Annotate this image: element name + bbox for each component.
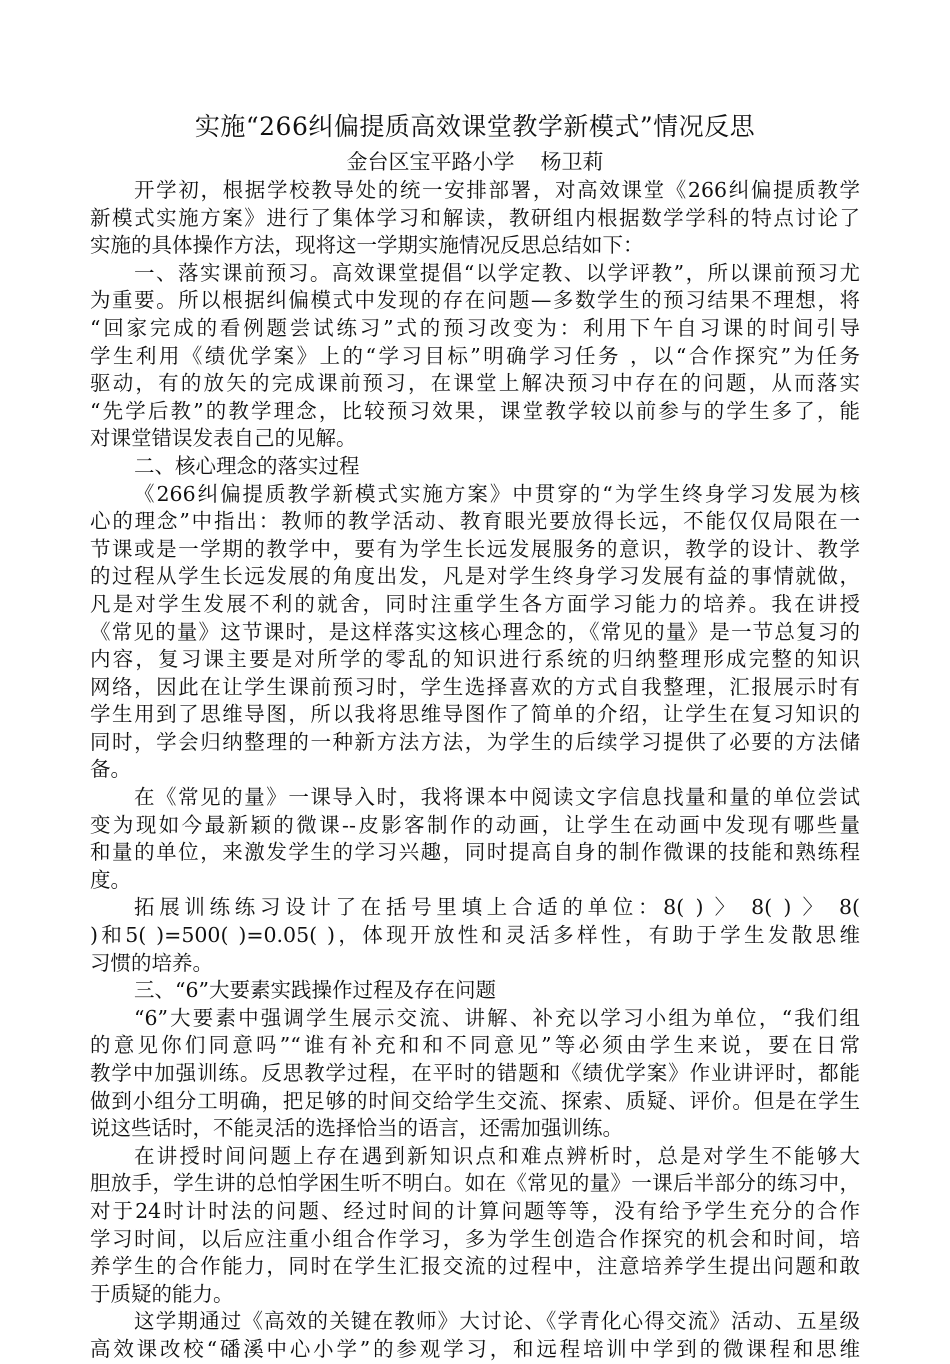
text-line: 对课堂错误发表自己的见解。: [90, 426, 357, 451]
author-name: 杨卫莉: [540, 150, 604, 174]
text-line: 的意见你们同意吗”“谁有补充和和不同意见”等必须由学生来说，要在日常: [90, 1033, 860, 1058]
text-line: 于质疑的能力。: [90, 1281, 234, 1306]
text-line: 对于24时计时法的问题、经过时间的计算问题等等，没有给予学生充分的合作: [90, 1198, 860, 1223]
text-line: 拓展训练练习设计了在括号里填上合适的单位：8( ) 〉 8( ) 〉 8(: [134, 895, 860, 920]
text-line: 和量的单位，来激发学生的学习兴趣，同时提高自身的制作微课的技能和熟练程: [90, 840, 860, 865]
byline: [0, 148, 950, 176]
text-line: 新模式实施方案》进行了集体学习和解读，教研组内根据数学学科的特点讨论了: [90, 205, 860, 230]
text-line: 实施的具体操作方法，现将这一学期实施情况反思总结如下：: [90, 233, 644, 258]
text-line: 二、核心理念的落实过程: [134, 453, 360, 478]
text-line: 习惯的培养。: [90, 950, 213, 975]
text-line: “6”大要素中强调学生展示交流、讲解、补充以学习小组为单位，“我们组: [134, 1005, 860, 1030]
text-line: 的过程从学生长远发展的角度出发，凡是对学生终身学习发展有益的事情就做，: [90, 564, 860, 589]
text-line: 变为现如今最新颖的微课--皮影客制作的动画，让学生在动画中发现有哪些量: [90, 812, 860, 837]
document-body: [90, 177, 860, 1364]
text-line: 教学中加强训练。反思教学过程，在平时的错题和《绩优学案》作业讲评时，都能: [90, 1061, 860, 1085]
text-line: 高效课改校“磻溪中心小学”的参观学习，和远程培训中学到的微课程和思维: [90, 1336, 860, 1361]
text-line: 驱动，有的放矢的完成课前预习，在课堂上解决预习中存在的问题，从而落实: [90, 371, 860, 396]
text-line: 养学生的合作能力，同时在学生汇报交流的过程中，注意培养学生提出问题和敢: [90, 1254, 860, 1279]
text-line: 说这些话时，不能灵活的选择恰当的语言，还需加强训练。: [90, 1116, 623, 1141]
text-line: 一、落实课前预习。高效课堂提倡“以学定教、以学评教”，所以课前预习尤: [134, 260, 860, 285]
text-line: 开学初，根据学校教导处的统一安排部署，对高效课堂《266纠偏提质教学: [134, 178, 860, 202]
text-line: 学生用到了思维导图，所以我将思维导图作了简单的介绍，让学生在复习知识的: [90, 702, 860, 727]
text-line: 节课或是一学期的教学中，要有为学生长远发展服务的意识，教学的设计、教学: [90, 536, 860, 561]
text-line: “先学后教”的教学理念，比较预习效果，课堂教学较以前参与的学生多了，能: [90, 398, 860, 423]
text-line: 网络，因此在让学生课前预习时，学生选择喜欢的方式自我整理，汇报展示时有: [90, 674, 860, 699]
author-school: 金台区宝平路小学: [346, 150, 515, 174]
text-line: 凡是对学生发展不利的就舍，同时注重学生各方面学习能力的培养。我在讲授: [90, 591, 860, 616]
text-line: 心的理念”中指出：教师的教学活动、教育眼光要放得长远，不能仅仅局限在一: [90, 509, 860, 534]
text-line: 三、“6”大要素实践操作过程及存在问题: [134, 978, 497, 1003]
text-line: 内容，复习课主要是对所学的零乱的知识进行系统的归纳整理形成完整的知识: [90, 647, 860, 672]
text-line: 学习时间，以后应注重小组合作学习，多为学生创造合作探究的机会和时间，培: [90, 1226, 860, 1251]
text-line: )和5( )=500( )=0.05( )，体现开放性和灵活多样性，有助于学生发散思维: [90, 923, 860, 948]
text-line: 为重要。所以根据纠偏模式中发现的存在问题—多数学生的预习结果不理想，将: [90, 288, 860, 313]
text-line: “回家完成的看例题尝试练习”式的预习改变为：利用下午自习课的时间引导: [90, 315, 860, 340]
text-line: 度。: [90, 867, 131, 892]
text-line: 备。: [90, 757, 131, 782]
text-line: 学生利用《绩优学案》上的“学习目标”明确学习任务 ，以“合作探究”为任务: [90, 343, 860, 368]
text-line: 同时，学会归纳整理的一种新方法方法，为学生的后续学习提供了必要的方法储: [90, 729, 860, 754]
text-line: 《常见的量》这节课时，是这样落实这核心理念的，《常见的量》是一节总复习的: [90, 619, 860, 644]
text-line: 胆放手，学生讲的总怕学困生听不明白。如在《常见的量》一课后半部分的练习中，: [90, 1171, 860, 1196]
text-line: 做到小组分工明确，把足够的时间交给学生交流、探索、质疑、评价。但是在学生: [90, 1088, 860, 1113]
page-title: 实施“266纠偏提质高效课堂教学新模式”情况反思: [194, 112, 756, 141]
text-line: 在讲授时间问题上存在遇到新知识点和难点辨析时，总是对学生不能够大: [134, 1143, 860, 1168]
text-line: 在《常见的量》一课导入时，我将课本中阅读文字信息找量和量的单位尝试: [134, 785, 860, 810]
text-line: 《266纠偏提质教学新模式实施方案》中贯穿的“为学生终身学习发展为核: [134, 481, 860, 506]
text-line: 这学期通过《高效的关键在教师》大讨论、《学青化心得交流》活动、五星级: [134, 1309, 860, 1334]
